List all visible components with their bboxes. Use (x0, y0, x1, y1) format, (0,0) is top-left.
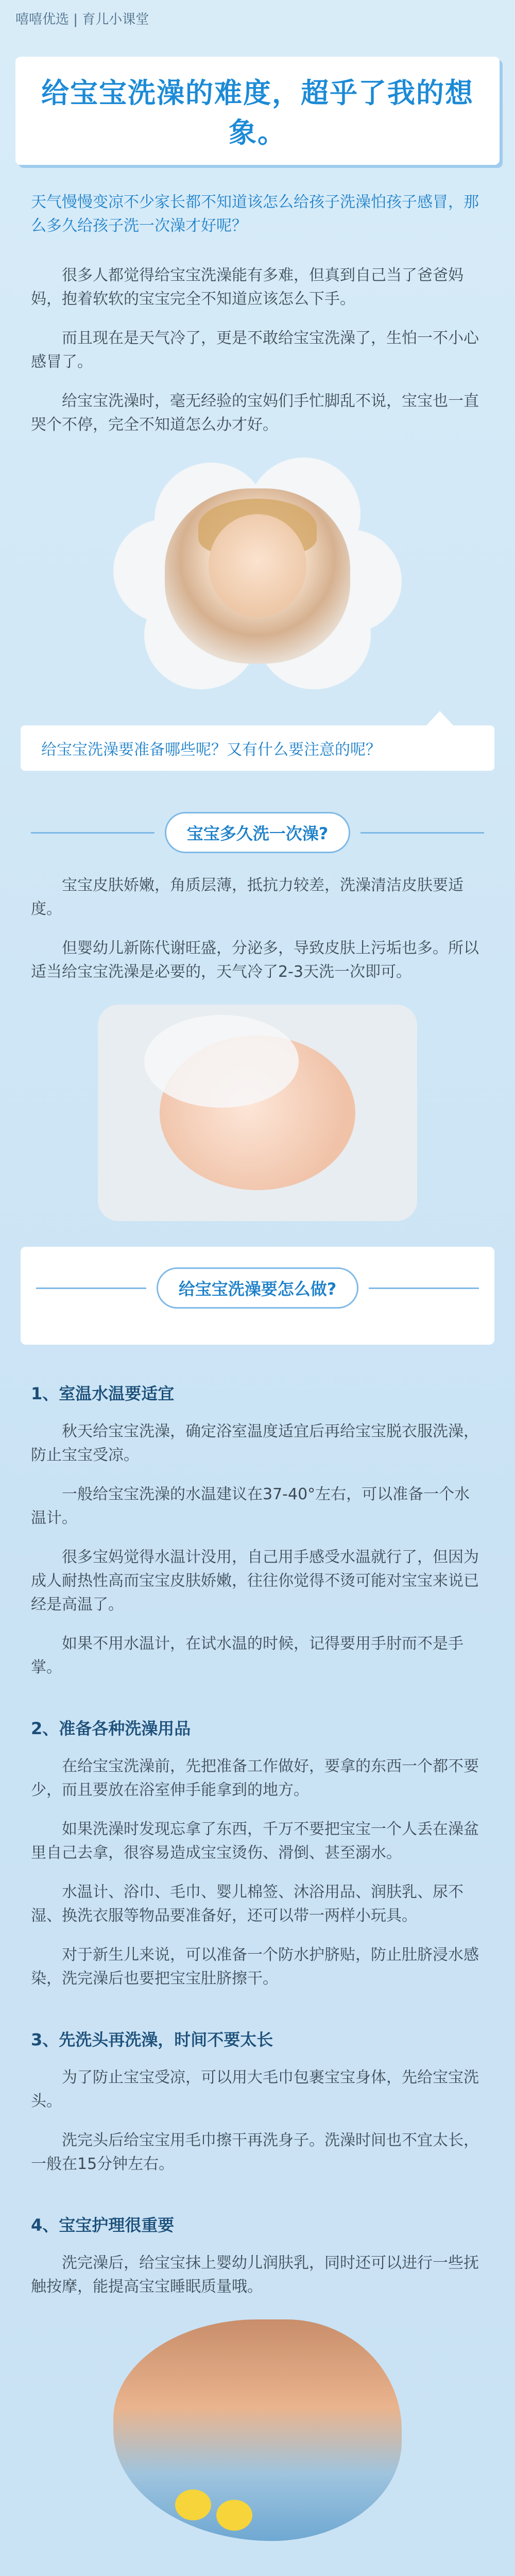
intro-section (0, 264, 515, 437)
step-4 (0, 2212, 515, 2299)
divider-line (369, 1287, 479, 1289)
step-paragraph: 一般给宝宝洗澡的水温建议在37-40°左右，可以准备一个水温计。 (31, 1485, 470, 1527)
child-face (209, 514, 306, 617)
divider-line (31, 832, 154, 834)
header-bar (0, 0, 515, 36)
child-photo-cloud (113, 457, 402, 694)
step-title: 2、准备各种洗澡用品 (31, 1719, 191, 1738)
question-bubble (21, 725, 494, 771)
rubber-duck-icon (175, 2489, 211, 2520)
frequency-paragraph: 宝宝皮肤娇嫩，角质层薄，抵抗力较差，洗澡清洁皮肤要适度。 (31, 876, 464, 918)
step-title: 1、室温水温要适宜 (31, 1384, 175, 1403)
frequency-heading (31, 812, 484, 853)
rubber-duck-icon (216, 2500, 252, 2531)
header-source: 嘻嘻优选 | 育儿小课堂 (15, 11, 149, 27)
step-title: 4、宝宝护理很重要 (31, 2215, 175, 2235)
baby-bath-photo (113, 2319, 402, 2541)
step-paragraph: 在给宝宝洗澡前，先把准备工作做好，要拿的东西一个都不要少，而且要放在浴室伸手能拿到的地方。 (31, 1757, 479, 1799)
intro-paragraph: 很多人都觉得给宝宝洗澡能有多难，但真到自己当了爸爸妈妈，抱着软软的宝宝完全不知道应该怎么下手。 (31, 266, 464, 308)
step-paragraph: 洗完澡后，给宝宝抹上婴幼儿润肤乳，同时还可以进行一些抚触按摩，能提高宝宝睡眠质量哦。 (31, 2254, 479, 2296)
step-paragraph: 秋天给宝宝洗澡，确定浴室温度适宜后再给宝宝脱衣服洗澡，防止宝宝受凉。 (31, 1422, 479, 1464)
step-3 (0, 2027, 515, 2176)
intro-paragraph: 而且现在是天气冷了，更是不敢给宝宝洗澡了，生怕一不小心感冒了。 (31, 329, 479, 371)
step-paragraph: 如果洗澡时发现忘拿了东西，千万不要把宝宝一个人丢在澡盆里自己去拿，很容易造成宝宝烫伤、滑倒、甚至溺水。 (31, 1820, 479, 1862)
intro-paragraph: 给宝宝洗澡时，毫无经验的宝妈们手忙脚乱不说，宝宝也一直哭个不停，完全不知道怎么办才好。 (31, 392, 479, 434)
baby-cap (144, 1015, 299, 1108)
step-paragraph: 水温计、浴巾、毛巾、婴儿棉签、沐浴用品、润肤乳、尿不湿、换洗衣服等物品要准备好，还可以带一两样小玩具。 (31, 1883, 464, 1925)
step-paragraph: 对于新生儿来说，可以准备一个防水护脐贴，防止肚脐浸水感染，洗完澡后也要把宝宝肚脐擦干。 (31, 1946, 479, 1988)
how-to-heading (36, 1267, 479, 1309)
step-1 (0, 1381, 515, 1680)
headline-card (15, 57, 500, 165)
frequency-heading-label: 宝宝多久洗一次澡? (165, 812, 351, 853)
divider-line (36, 1287, 146, 1289)
step-paragraph: 很多宝妈觉得水温计没用，自己用手感受水温就行了，但因为成人耐热性高而宝宝皮肤娇嫩，往往你觉得不烫可能对宝宝来说已经是高温了。 (31, 1548, 479, 1614)
divider-line (360, 832, 484, 834)
step-title: 3、先洗头再洗澡，时间不要太长 (31, 2030, 273, 2049)
how-to-heading-label: 给宝宝洗澡要怎么做? (157, 1267, 359, 1309)
page-title: 给宝宝洗澡的难度，超乎了我的想象。 (41, 77, 474, 149)
baby-photo (98, 1005, 417, 1221)
question-text: 给宝宝洗澡要准备哪些呢？又有什么要注意的呢？ (41, 741, 381, 759)
frequency-paragraph: 但婴幼儿新陈代谢旺盛，分泌多，导致皮肤上污垢也多。所以适当给宝宝洗澡是必要的，天气冷了2-3天洗一次即可。 (31, 939, 479, 981)
intro-text: 天气慢慢变凉不少家长都不知道该怎么给孩子洗澡怕孩子感冒，那么多久给孩子洗一次澡才好呢？ (31, 193, 479, 235)
step-paragraph: 如果不用水温计，在试水温的时候，记得要用手肘而不是手掌。 (31, 1635, 464, 1676)
step-2 (0, 1716, 515, 1991)
step-paragraph: 为了防止宝宝受凉，可以用大毛巾包裹宝宝身体，先给宝宝洗头。 (31, 2069, 479, 2110)
step-paragraph: 洗完头后给宝宝用毛巾擦干再洗身子。洗澡时间也不宜太长，一般在15分钟左右。 (31, 2131, 479, 2173)
how-to-section (21, 1247, 494, 1345)
